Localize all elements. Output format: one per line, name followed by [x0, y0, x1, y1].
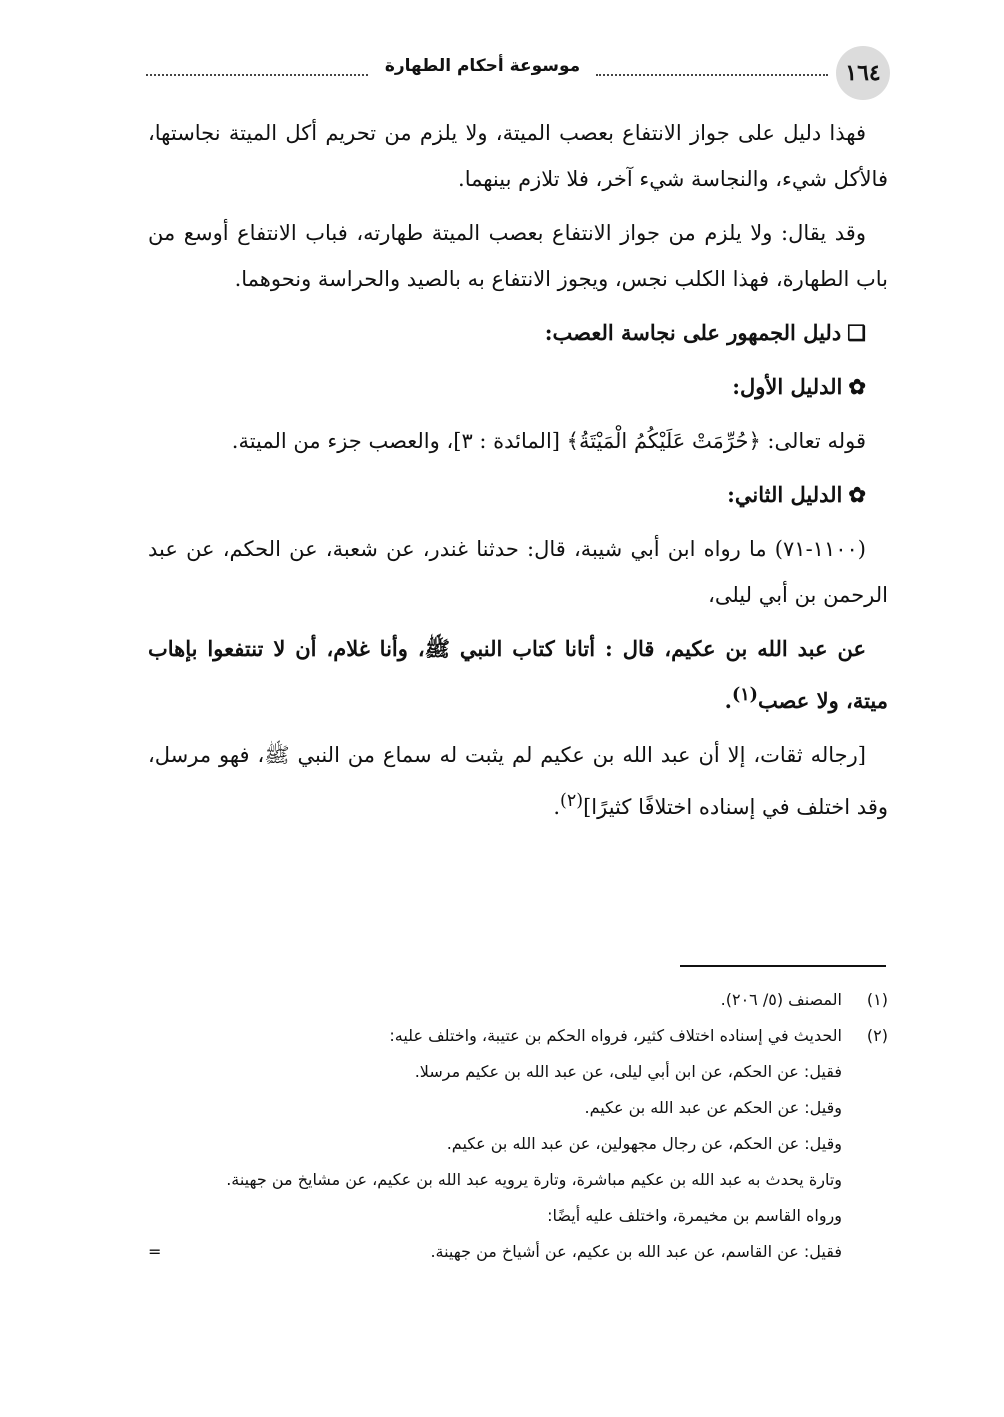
section-heading: [148, 310, 888, 356]
footnote-2-line-5: ورواه القاسم بن مخيمرة، واختلف عليه أيضًا:: [547, 1206, 842, 1225]
footnote-2-line-1: فقيل: عن الحكم، عن ابن أبي ليلى، عن عبد الله بن عكيم مرسلا.: [414, 1062, 842, 1081]
paragraph-2: وقد يقال: ولا يلزم من جواز الانتفاع بعصب الميتة طهارته، فباب الانتفاع أوسع من باب الطهارة، فهذا الكلب نجس، ويجوز الانتفاع به بالصيد والحراسة ونحوهما.: [148, 221, 888, 291]
subheading-first-evidence-text: الدليل الأول:: [732, 374, 843, 399]
page-number-badge: [836, 46, 890, 100]
flower-bullet-icon: ✿: [848, 482, 866, 507]
subheading-first-evidence: [148, 364, 888, 410]
header-dots-right: [596, 74, 828, 76]
footnote-ref-2[interactable]: (٢): [560, 791, 584, 811]
footnote-2-line-6-text: فقيل: عن القاسم، عن عبد الله بن عكيم، عن أشياخ من جهينة.: [430, 1242, 842, 1261]
hadith-text: عن عبد الله بن عكيم، قال : أتانا كتاب النبي ﷺ، وأنا غلام، أن لا تنتفعوا بإهاب ميتة، ولا عصب: [148, 636, 888, 713]
section-heading-text: دليل الجمهور على نجاسة العصب:: [544, 320, 842, 345]
book-title: موسوعة أحكام الطهارة: [384, 56, 581, 76]
paragraph-quran-verse: قوله تعالى: ﴿حُرِّمَتْ عَلَيْكُمُ الْمَيْتَةُ﴾ [المائدة : ٣]، والعصب جزء من الميتة.: [231, 429, 866, 453]
continuation-mark: =: [148, 1242, 162, 1261]
grading-text: [رجاله ثقات، إلا أن عبد الله بن عكيم لم يثبت له سماع من النبي ﷺ، فهو مرسل، وقد اختلف في إسناده اختلافًا كثيرًا]: [148, 743, 888, 819]
footnote-separator: [680, 965, 886, 967]
footnote-2-line-4: وتارة يحدث به عبد الله بن عكيم مباشرة، وتارة يرويه عبد الله بن عكيم، عن مشايخ من جهينة.: [226, 1170, 842, 1189]
subheading-second-evidence: [148, 472, 888, 518]
paragraph-grading: [رجاله ثقات، إلا أن عبد الله بن عكيم لم يثبت له سماع من النبي ﷺ، فهو مرسل، وقد اختلف في إسناده اختلافًا كثيرًا]$^{(٢)}$.: [148, 743, 888, 819]
footnote-2-line-6: [148, 1234, 888, 1270]
footnote-1-text: المصنف (٥/ ٢٠٦).: [720, 990, 842, 1009]
footnote-2-line-2: وقيل: عن الحكم عن عبد الله بن عكيم.: [584, 1098, 842, 1117]
footnote-1: [148, 982, 888, 1018]
paragraph-hadith-text: عن عبد الله بن عكيم، قال : أتانا كتاب النبي ﷺ، وأنا غلام، أن لا تنتفعوا بإهاب ميتة، ولا عصب$^{(١)}$.: [148, 636, 888, 713]
footnote-2-text: الحديث في إسناده اختلاف كثير، فرواه الحكم بن عتيبة، واختلف عليه:: [389, 1026, 842, 1045]
header-dots-left: [146, 74, 368, 76]
footnote-2-number: (٢): [866, 1026, 888, 1045]
footnote-2-line-3: وقيل: عن الحكم، عن رجال مجهولين، عن عبد الله بن عكيم.: [446, 1134, 842, 1153]
checkbox-square-icon: ❑: [847, 320, 866, 345]
footnote-1-number: (١): [866, 990, 888, 1009]
body-text: [148, 110, 888, 838]
paragraph-1: فهذا دليل على جواز الانتفاع بعصب الميتة، ولا يلزم من تحريم أكل الميتة نجاستها، فالأكل شيء، والنجاسة شيء آخر، فلا تلازم بينهما.: [148, 121, 888, 191]
paragraph-hadith-chain: (١١٠٠-٧١) ما رواه ابن أبي شيبة، قال: حدثنا غندر، عن شعبة، عن الحكم، عن عبد الرحمن بن أبي ليلى،: [148, 537, 888, 607]
page-number: ١٦٤: [845, 60, 881, 86]
footnote-ref-1[interactable]: (١): [731, 685, 758, 705]
subheading-second-evidence-text: الدليل الثاني:: [727, 482, 843, 507]
footnote-2: [148, 1018, 888, 1054]
flower-bullet-icon: ✿: [848, 374, 866, 399]
footnotes: [148, 982, 888, 1270]
